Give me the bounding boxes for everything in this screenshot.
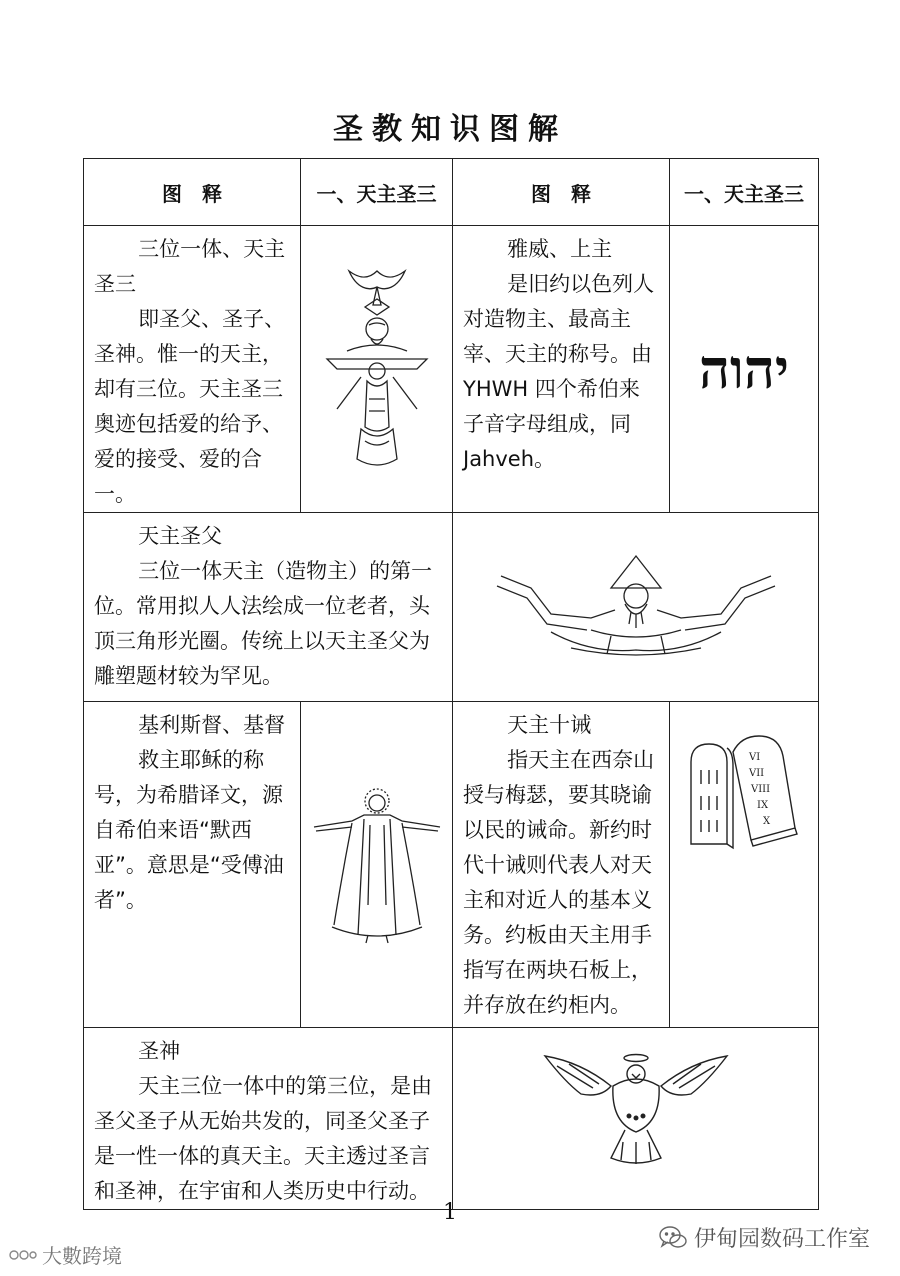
yahweh-text-cell xyxy=(453,226,670,513)
watermark-right-text: 伊甸园数码工作室 xyxy=(693,1227,870,1252)
table-row xyxy=(84,513,819,702)
svg-text:VII: VII xyxy=(748,768,764,779)
page-number: 1 xyxy=(443,1200,457,1225)
father-image-cell xyxy=(453,513,819,702)
cell-body: 即圣父、圣子、圣神。惟一的天主，却有三位。天主圣三奥迹包括爱的给予、爱的接受、爱的合一。 xyxy=(94,307,286,506)
cell-heading: 雅威、上主 xyxy=(507,237,613,261)
christ-figure-icon xyxy=(312,785,442,945)
god-father-figure-icon xyxy=(491,552,781,662)
yahweh-image-cell xyxy=(670,226,819,513)
trinity-figure-icon xyxy=(317,259,437,479)
svg-text:IX: IX xyxy=(756,800,768,811)
header-cell: 一、天主圣三 xyxy=(670,159,819,226)
cell-body: 三位一体天主（造物主）的第一位。常用拟人人法绘成一位老者，头顶三角形光圈。传统上以天主圣父为雕塑题材较为罕见。 xyxy=(94,559,433,688)
watermark-left xyxy=(8,1240,122,1269)
christ-text-cell xyxy=(84,702,301,1028)
page-title: 圣教知识图解 xyxy=(333,112,567,147)
spirit-text-cell xyxy=(84,1028,453,1210)
cell-heading: 天主十诫 xyxy=(507,713,592,737)
watermark-left-text: 大數跨境 xyxy=(42,1244,122,1268)
cell-heading: 基利斯督、基督 xyxy=(138,713,286,737)
hebrew-tetragrammaton: יהוה xyxy=(698,337,790,401)
commandments-text-cell xyxy=(453,702,670,1028)
table-row xyxy=(84,702,819,1028)
cell-heading: 三位一体、天主圣三 xyxy=(94,237,286,296)
cell-body: 指天主在西奈山授与梅瑟，要其晓谕以民的诫命。新约时代十诫则代表人对天主和对近人的基本义务。约板由天主用手指写在两块石板上，并存放在约柜内。 xyxy=(463,748,655,1017)
trinity-text-cell xyxy=(84,226,301,513)
cell-heading: 圣神 xyxy=(138,1039,181,1063)
svg-text:VIII: VIII xyxy=(750,784,770,795)
table-row xyxy=(84,1028,819,1210)
watermark-right xyxy=(658,1222,870,1253)
wechat-icon xyxy=(658,1225,688,1251)
table-row xyxy=(84,226,819,513)
cell-heading: 天主圣父 xyxy=(138,524,223,548)
illustration-table xyxy=(83,158,819,1210)
commandments-image-cell xyxy=(670,702,819,1028)
trinity-image-cell xyxy=(301,226,453,513)
brand-logo-icon xyxy=(8,1244,38,1266)
header-cell: 一、天主圣三 xyxy=(301,159,453,226)
father-text-cell xyxy=(84,513,453,702)
cell-body: 天主三位一体中的第三位，是由圣父圣子从无始共发的，同圣父圣子是一性一体的真天主。天主透过圣言和圣神，在宇宙和人类历史中行动。 xyxy=(94,1074,433,1203)
svg-text:X: X xyxy=(762,816,770,827)
cell-body: 救主耶稣的称号，为希腊译文，源自希伯来语“默西亚”。意思是“受傅油者”。 xyxy=(94,748,284,912)
christ-image-cell xyxy=(301,702,453,1028)
dove-icon xyxy=(541,1042,731,1172)
stone-tablets-icon xyxy=(687,732,802,852)
header-cell: 图 释 xyxy=(84,159,301,226)
svg-text:VI: VI xyxy=(748,752,760,763)
cell-body: 是旧约以色列人对造物主、最高主宰、天主的称号。由 YHWH 四个希伯来子音字母组成，同 Jahveh。 xyxy=(463,272,655,471)
table-header-row xyxy=(84,159,819,226)
spirit-image-cell xyxy=(453,1028,819,1210)
header-cell: 图 释 xyxy=(453,159,670,226)
